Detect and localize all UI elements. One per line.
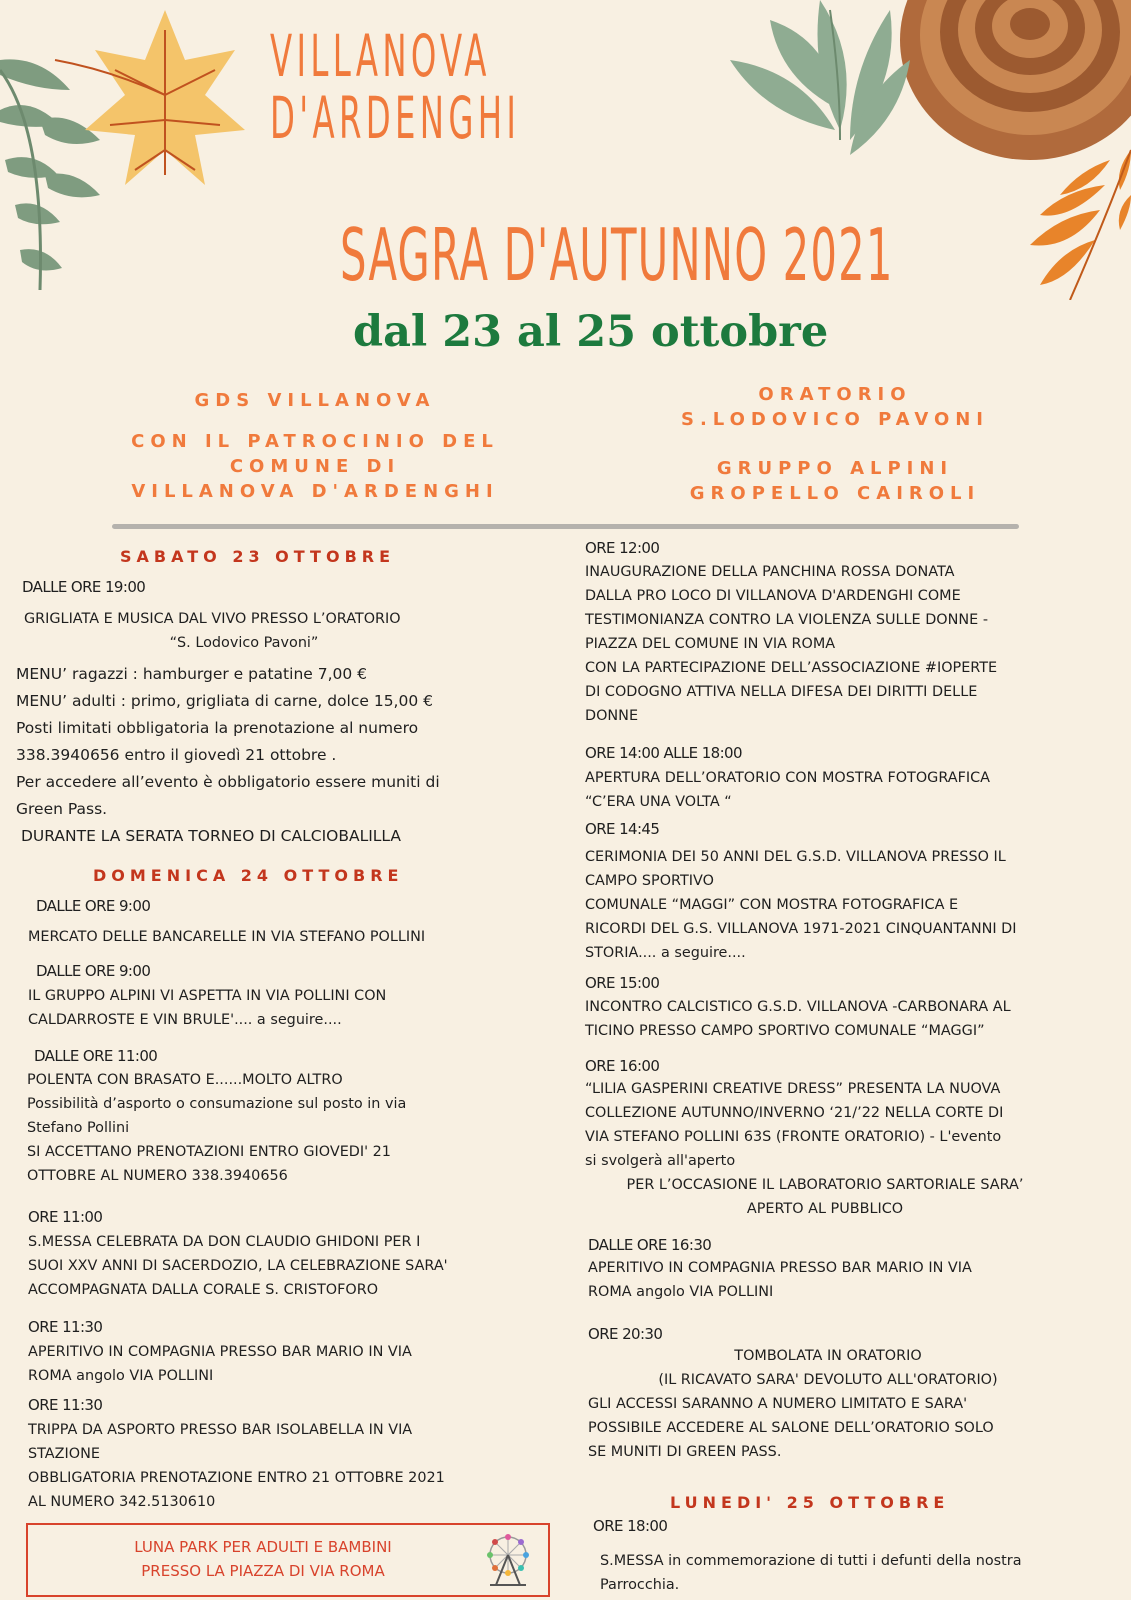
e1-text: MERCATO DELLE BANCARELLE IN VIA STEFANO POLLINI xyxy=(28,929,426,945)
e4-line2: SUOI XXV ANNI DI SACERDOZIO, LA CELEBRAZIONE SARA' xyxy=(28,1258,448,1274)
r1-text xyxy=(585,560,997,728)
e3-line5: OTTOBRE AL NUMERO 338.3940656 xyxy=(27,1168,288,1184)
r5-line3: VIA STEFANO POLLINI 63S (FRONTE ORATORIO) - L'evento xyxy=(585,1129,1002,1145)
e3-line3: Stefano Pollini xyxy=(27,1120,130,1136)
e6-text xyxy=(28,1418,445,1514)
r1-line2: DALLA PRO LOCO DI VILLANOVA D'ARDENGHI COME xyxy=(585,588,961,604)
organizer-alpini: GRUPPO ALPINI xyxy=(716,458,954,479)
r6-text xyxy=(588,1256,972,1304)
r7-time: ORE 20:30 xyxy=(588,1325,663,1343)
r1-time: ORE 12:00 xyxy=(585,539,660,557)
menu-adults: MENU’ adulti : primo, grigliata di carne, dolce 15,00 € xyxy=(16,692,433,710)
organizer-pavoni: S.LODOVICO PAVONI xyxy=(680,409,990,430)
e2-line1: IL GRUPPO ALPINI VI ASPETTA IN VIA POLLINI CON xyxy=(28,988,387,1004)
luna-park-text xyxy=(118,1535,408,1583)
saturday-grill-line2: “S. Lodovico Pavoni” xyxy=(169,635,319,651)
r6-time: DALLE ORE 16:30 xyxy=(588,1236,712,1254)
e3-line2: Possibilità d’asporto o consumazione sul posto in via xyxy=(27,1096,407,1112)
e4-line3: ACCOMPAGNATA DALLA CORALE S. CRISTOFORO xyxy=(28,1282,379,1298)
r6-line1: APERITIVO IN COMPAGNIA PRESSO BAR MARIO IN VIA xyxy=(588,1260,972,1276)
r3-line2: CAMPO SPORTIVO xyxy=(585,873,714,889)
r6-line2: ROMA angolo VIA POLLINI xyxy=(588,1284,774,1300)
e6-line4: AL NUMERO 342.5130610 xyxy=(28,1494,216,1510)
r2-line1: APERTURA DELL’ORATORIO CON MOSTRA FOTOGRAFICA xyxy=(585,770,991,786)
e2-time: DALLE ORE 9:00 xyxy=(36,962,151,980)
r1-line1: INAUGURAZIONE DELLA PANCHINA ROSSA DONATA xyxy=(585,564,955,580)
saturday-grill-line1: GRIGLIATA E MUSICA DAL VIVO PRESSO L’ORATORIO xyxy=(24,611,401,627)
r7-line2: (IL RICAVATO SARA' DEVOLUTO ALL'ORATORIO) xyxy=(658,1372,998,1388)
town-title-line1: VILLANOVA xyxy=(270,22,491,90)
saturday-time: DALLE ORE 19:00 xyxy=(22,578,146,596)
e5-time: ORE 11:30 xyxy=(28,1318,103,1336)
r3-time: ORE 14:45 xyxy=(585,820,660,838)
e6-line3: OBBLIGATORIA PRENOTAZIONE ENTRO 21 OTTOBRE 2021 xyxy=(28,1470,445,1486)
e6-time: ORE 11:30 xyxy=(28,1396,103,1414)
e2-line2: CALDARROSTE E VIN BRULE'.... a seguire.... xyxy=(28,1012,342,1028)
r2-line2: “C’ERA UNA VOLTA “ xyxy=(585,794,732,810)
r1-line5: CON LA PARTECIPAZIONE DELL’ASSOCIAZIONE #IOPERTE xyxy=(585,660,998,676)
r2-text xyxy=(585,766,990,814)
e3-line1: POLENTA CON BRASATO E......MOLTO ALTRO xyxy=(27,1072,343,1088)
r7-line4: POSSIBILE ACCEDERE AL SALONE DELL’ORATORIO SOLO xyxy=(588,1420,994,1436)
decorative-leaves-top-left xyxy=(0,0,290,300)
r4-time: ORE 15:00 xyxy=(585,974,660,992)
r1-line6: DI CODOGNO ATTIVA NELLA DIFESA DEI DIRITTI DELLE xyxy=(585,684,978,700)
r1-line7: DONNE xyxy=(585,708,639,724)
foosball-tournament: DURANTE LA SERATA TORNEO DI CALCIOBALILLA xyxy=(21,827,402,845)
event-dates: dal 23 al 25 ottobre xyxy=(353,307,829,357)
e3-time: DALLE ORE 11:00 xyxy=(34,1047,158,1065)
r4-line1: INCONTRO CALCISTICO G.S.D. VILLANOVA -CARBONARA AL xyxy=(585,999,1011,1015)
r8-line2: Parrocchia. xyxy=(600,1577,680,1593)
e4-time: ORE 11:00 xyxy=(28,1208,103,1226)
booking-line1: Posti limitati obbligatoria la prenotazione al numero xyxy=(16,719,419,737)
r5-line4: si svolgerà all'aperto xyxy=(585,1153,736,1169)
r3-line1: CERIMONIA DEI 50 ANNI DEL G.S.D. VILLANOVA PRESSO IL xyxy=(585,849,1006,865)
r5-line2: COLLEZIONE AUTUNNO/INVERNO ‘21/’22 NELLA CORTE DI xyxy=(585,1105,1004,1121)
r5-text xyxy=(585,1077,1065,1221)
r8-time: ORE 18:00 xyxy=(593,1517,668,1535)
r3-line4: RICORDI DEL G.S. VILLANOVA 1971-2021 CINQUANTANNI DI xyxy=(585,921,1017,937)
e2-text xyxy=(28,984,386,1032)
luna-park-line1: LUNA PARK PER ADULTI E BAMBINI xyxy=(134,1538,392,1556)
menu-kids: MENU’ ragazzi : hamburger e patatine 7,00 € xyxy=(16,665,368,683)
e4-line1: S.MESSA CELEBRATA DA DON CLAUDIO GHIDONI PER I xyxy=(28,1234,421,1250)
e1-time: DALLE ORE 9:00 xyxy=(36,897,151,915)
organizer-comune: COMUNE DI xyxy=(229,456,401,477)
organizers-left xyxy=(120,388,510,504)
r4-line2: TICINO PRESSO CAMPO SPORTIVO COMUNALE “MAGGI” xyxy=(585,1023,985,1039)
r5-line6: APERTO AL PUBBLICO xyxy=(746,1201,904,1217)
r8-text xyxy=(600,1549,1022,1597)
r3-line5: STORIA.... a seguire.... xyxy=(585,945,746,961)
r3-line3: COMUNALE “MAGGI” CON MOSTRA FOTOGRAFICA E xyxy=(585,897,959,913)
organizer-villanova: VILLANOVA D'ARDENGHI xyxy=(131,481,499,502)
organizer-gropello: GROPELLO CAIROLI xyxy=(689,483,981,504)
e5-line2: ROMA angolo VIA POLLINI xyxy=(28,1368,214,1384)
e3-text xyxy=(27,1068,406,1188)
saturday-menu-info xyxy=(16,661,536,850)
luna-park-box xyxy=(26,1523,550,1597)
saturday-grill xyxy=(24,607,464,655)
r7-text xyxy=(588,1344,1068,1464)
e5-text xyxy=(28,1340,412,1388)
luna-park-line2: PRESSO LA PIAZZA DI VIA ROMA xyxy=(141,1562,385,1580)
r7-line3: GLI ACCESSI SARANNO A NUMERO LIMITATO E SARA' xyxy=(588,1396,968,1412)
greenpass-line2: Green Pass. xyxy=(16,800,108,818)
e6-line2: STAZIONE xyxy=(28,1446,100,1462)
e6-line1: TRIPPA DA ASPORTO PRESSO BAR ISOLABELLA IN VIA xyxy=(28,1422,413,1438)
header-divider xyxy=(112,524,1019,529)
r8-line1: S.MESSA in commemorazione di tutti i defunti della nostra xyxy=(600,1553,1022,1569)
event-title: SAGRA D'AUTUNNO 2021 xyxy=(340,213,894,297)
r7-line5: SE MUNITI DI GREEN PASS. xyxy=(588,1444,782,1460)
r1-line4: PIAZZA DEL COMUNE IN VIA ROMA xyxy=(585,636,836,652)
town-title xyxy=(270,22,521,152)
r5-time: ORE 16:00 xyxy=(585,1057,660,1075)
r2-time: ORE 14:00 ALLE 18:00 xyxy=(585,744,742,762)
e4-text xyxy=(28,1230,448,1302)
r7-line1: TOMBOLATA IN ORATORIO xyxy=(734,1348,922,1364)
organizer-gds: GDS VILLANOVA xyxy=(194,390,436,411)
r3-text xyxy=(585,845,1017,965)
e3-line4: SI ACCETTANO PRENOTAZIONI ENTRO GIOVEDI' 21 xyxy=(27,1144,391,1160)
r4-text xyxy=(585,995,1011,1043)
ferris-wheel-icon xyxy=(478,1531,538,1589)
sunday-title: DOMENICA 24 OTTOBRE xyxy=(93,866,404,885)
greenpass-line1: Per accedere all’evento è obbligatorio essere muniti di xyxy=(16,773,440,791)
e5-line1: APERITIVO IN COMPAGNIA PRESSO BAR MARIO IN VIA xyxy=(28,1344,412,1360)
r1-line3: TESTIMONIANZA CONTRO LA VIOLENZA SULLE DONNE - xyxy=(585,612,989,628)
r5-line5: PER L’OCCASIONE IL LABORATORIO SARTORIALE SARA’ xyxy=(626,1177,1024,1193)
r5-line1: “LILIA GASPERINI CREATIVE DRESS” PRESENTA LA NUOVA xyxy=(585,1081,1001,1097)
saturday-title: SABATO 23 OTTOBRE xyxy=(120,547,396,566)
organizer-oratorio: ORATORIO xyxy=(758,384,912,405)
booking-line2: 338.3940656 entro il giovedì 21 ottobre . xyxy=(16,746,337,764)
organizers-right xyxy=(660,382,1010,506)
town-title-line2: D'ARDENGHI xyxy=(270,84,521,152)
organizer-patronage: CON IL PATROCINIO DEL xyxy=(131,431,499,452)
monday-title: LUNEDI' 25 OTTOBRE xyxy=(670,1493,950,1512)
